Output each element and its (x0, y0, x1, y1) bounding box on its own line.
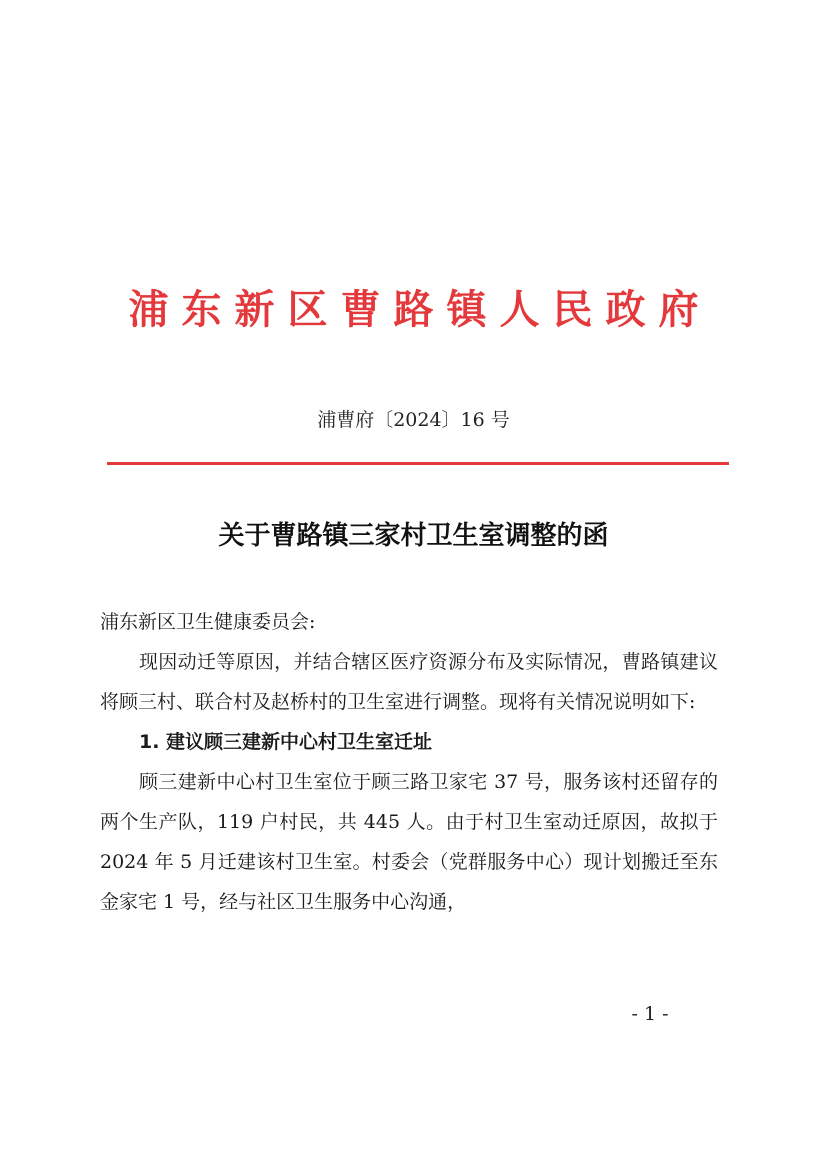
document-title: 关于曹路镇三家村卫生室调整的函 (218, 521, 609, 551)
document-body (100, 602, 718, 922)
section-1-paragraph: 顾三建新中心村卫生室位于顾三路卫家宅 37 号，服务该村还留存的两个生产队，119 户村民，共 445 人。由于村卫生室动迁原因，故拟于 2024 年 5 月迁建该村卫生室。村委会（党群服务中心）现计划搬迁至东金家宅 1 号，经与社区卫生服务中心沟通， (100, 771, 718, 913)
issuing-organization-header: 浦东新区曹路镇人民政府 (128, 287, 712, 333)
addressee: 浦东新区卫生健康委员会: (100, 611, 316, 633)
intro-paragraph: 现因动迁等原因，并结合辖区医疗资源分布及实际情况，曹路镇建议将顾三村、联合村及赵桥村的卫生室进行调整。现将有关情况说明如下: (100, 651, 718, 713)
section-1-heading: 1. 建议顾三建新中心村卫生室迁址 (139, 731, 433, 753)
document-number: 浦曹府〔2024〕16 号 (317, 409, 510, 431)
red-divider-line (107, 462, 729, 465)
page-number: - 1 - (631, 1003, 669, 1025)
